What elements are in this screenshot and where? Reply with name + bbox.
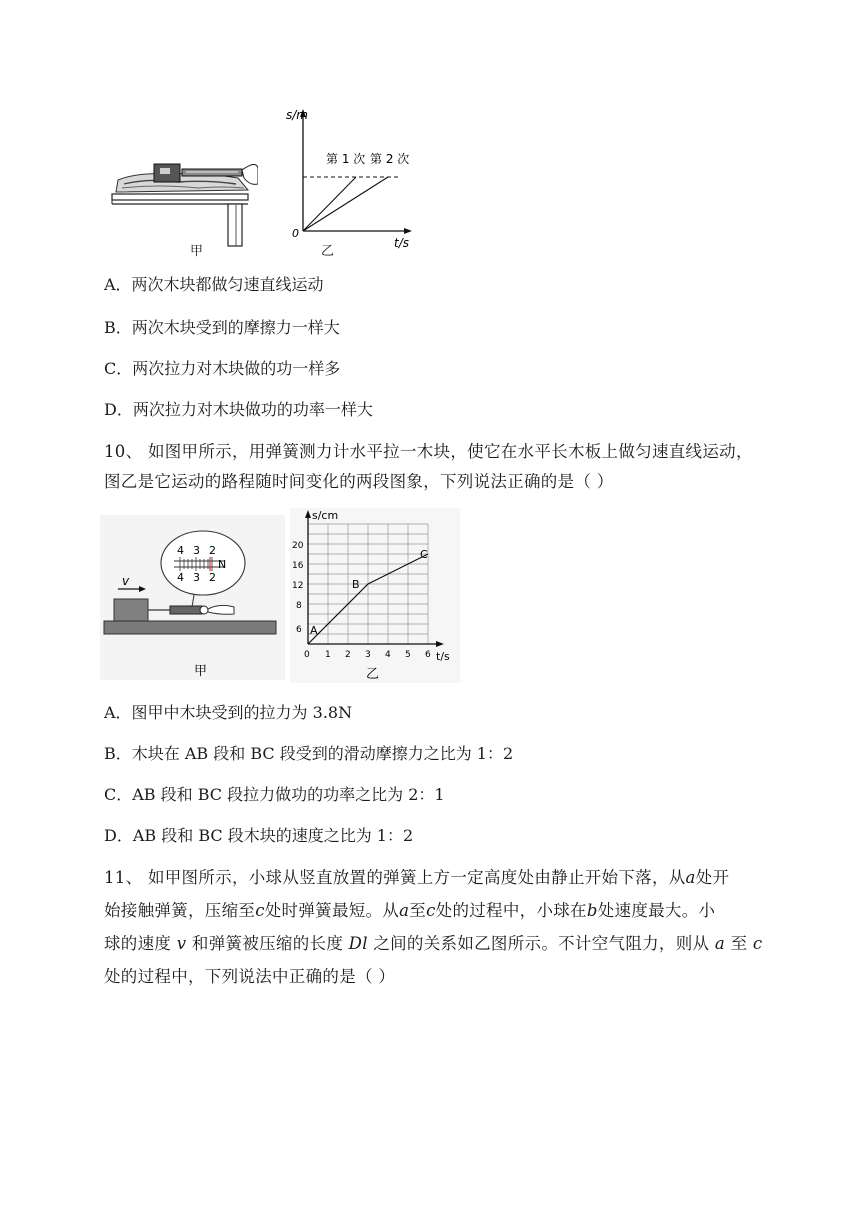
svg-text:20: 20 xyxy=(292,541,304,551)
q10-figure-jia xyxy=(100,515,285,680)
q9-figure-jia-caption: 甲 xyxy=(190,244,204,259)
velocity-label: v xyxy=(122,574,130,588)
svg-text:0: 0 xyxy=(304,650,310,660)
q9-option-a: A．两次木块都做匀速直线运动 xyxy=(104,275,324,294)
q10-figure-jia-caption: 甲 xyxy=(194,664,208,679)
x-axis-label: t/s xyxy=(394,236,409,250)
point-b-label: B xyxy=(352,578,360,591)
wood-block xyxy=(114,599,148,621)
scale-callout xyxy=(161,531,245,595)
x-axis-arrow xyxy=(404,228,412,234)
svg-text:2: 2 xyxy=(345,650,351,660)
origin-label: 0 xyxy=(292,227,299,240)
svg-text:6: 6 xyxy=(425,650,431,660)
svg-text:4: 4 xyxy=(385,650,391,660)
svg-text:3: 3 xyxy=(365,650,371,660)
q10-option-b: B．木块在 AB 段和 BC 段受到的滑动摩擦力之比为 1：2 xyxy=(104,744,514,763)
q9-option-b: B．两次木块受到的摩擦力一样大 xyxy=(104,318,340,337)
q11-stem-line-4: 处的过程中，下列说法中正确的是（ ） xyxy=(104,967,396,986)
svg-text:8: 8 xyxy=(296,601,302,611)
q9-figure-jia xyxy=(108,150,258,250)
svg-text:6: 6 xyxy=(296,625,302,635)
svg-text:3: 3 xyxy=(193,544,200,557)
q11-stem-line-3: 球的速度 v 和弹簧被压缩的长度 Dl 之间的关系如乙图所示。不计空气阻力，则从 a 至 c xyxy=(104,934,763,953)
svg-text:5: 5 xyxy=(405,650,411,660)
q9-option-d: D．两次拉力对木块做功的功率一样大 xyxy=(104,400,373,419)
svg-text:12: 12 xyxy=(292,581,304,591)
q10-option-d: D．AB 段和 BC 段木块的速度之比为 1：2 xyxy=(104,826,414,845)
svg-text:4: 4 xyxy=(177,544,184,557)
svg-text:4: 4 xyxy=(177,571,184,584)
y-axis-label: s/m xyxy=(286,108,308,122)
scale-unit: N xyxy=(218,558,227,571)
q11-stem-line-1: 11、 如甲图所示，小球从竖直放置的弹簧上方一定高度处由静止开始下落，从a处开 xyxy=(104,868,730,887)
point-c-label: C xyxy=(420,548,428,561)
q10-figure-yi-caption: 乙 xyxy=(366,667,380,682)
long-board xyxy=(104,621,276,634)
x-axis-label: t/s xyxy=(436,650,450,663)
point-a-label: A xyxy=(310,624,318,637)
q10-stem-line-1: 10、 如图甲所示，用弹簧测力计水平拉一木块，使它在水平长木板上做匀速直线运动， xyxy=(104,442,753,461)
svg-text:1: 1 xyxy=(325,650,331,660)
label-second: 第 2 次 xyxy=(370,152,410,166)
label-first: 第 1 次 xyxy=(326,152,366,166)
line-second xyxy=(303,177,388,231)
svg-text:3: 3 xyxy=(193,571,200,584)
q10-figure-yi xyxy=(290,508,460,683)
q10-option-c: C．AB 段和 BC 段拉力做功的功率之比为 2：1 xyxy=(104,785,445,804)
spring-scale xyxy=(170,606,202,614)
q10-stem-line-2: 图乙是它运动的路程随时间变化的两段图象，下列说法正确的是（ ） xyxy=(104,472,614,491)
q10-option-a: A．图甲中木块受到的拉力为 3.8N xyxy=(104,703,353,722)
q9-figure-yi-caption: 乙 xyxy=(321,244,335,259)
q11-stem-line-2: 始接触弹簧，压缩至c处时弹簧最短。从a至c处的过程中，小球在b处速度最大。小 xyxy=(104,901,716,920)
svg-text:2: 2 xyxy=(209,571,216,584)
line-first xyxy=(303,177,356,231)
svg-text:16: 16 xyxy=(292,561,304,571)
q9-option-c: C．两次拉力对木块做的功一样多 xyxy=(104,359,341,378)
svg-text:2: 2 xyxy=(209,544,216,557)
q9-figure-yi xyxy=(278,103,428,255)
y-axis-label: s/cm xyxy=(312,509,339,522)
